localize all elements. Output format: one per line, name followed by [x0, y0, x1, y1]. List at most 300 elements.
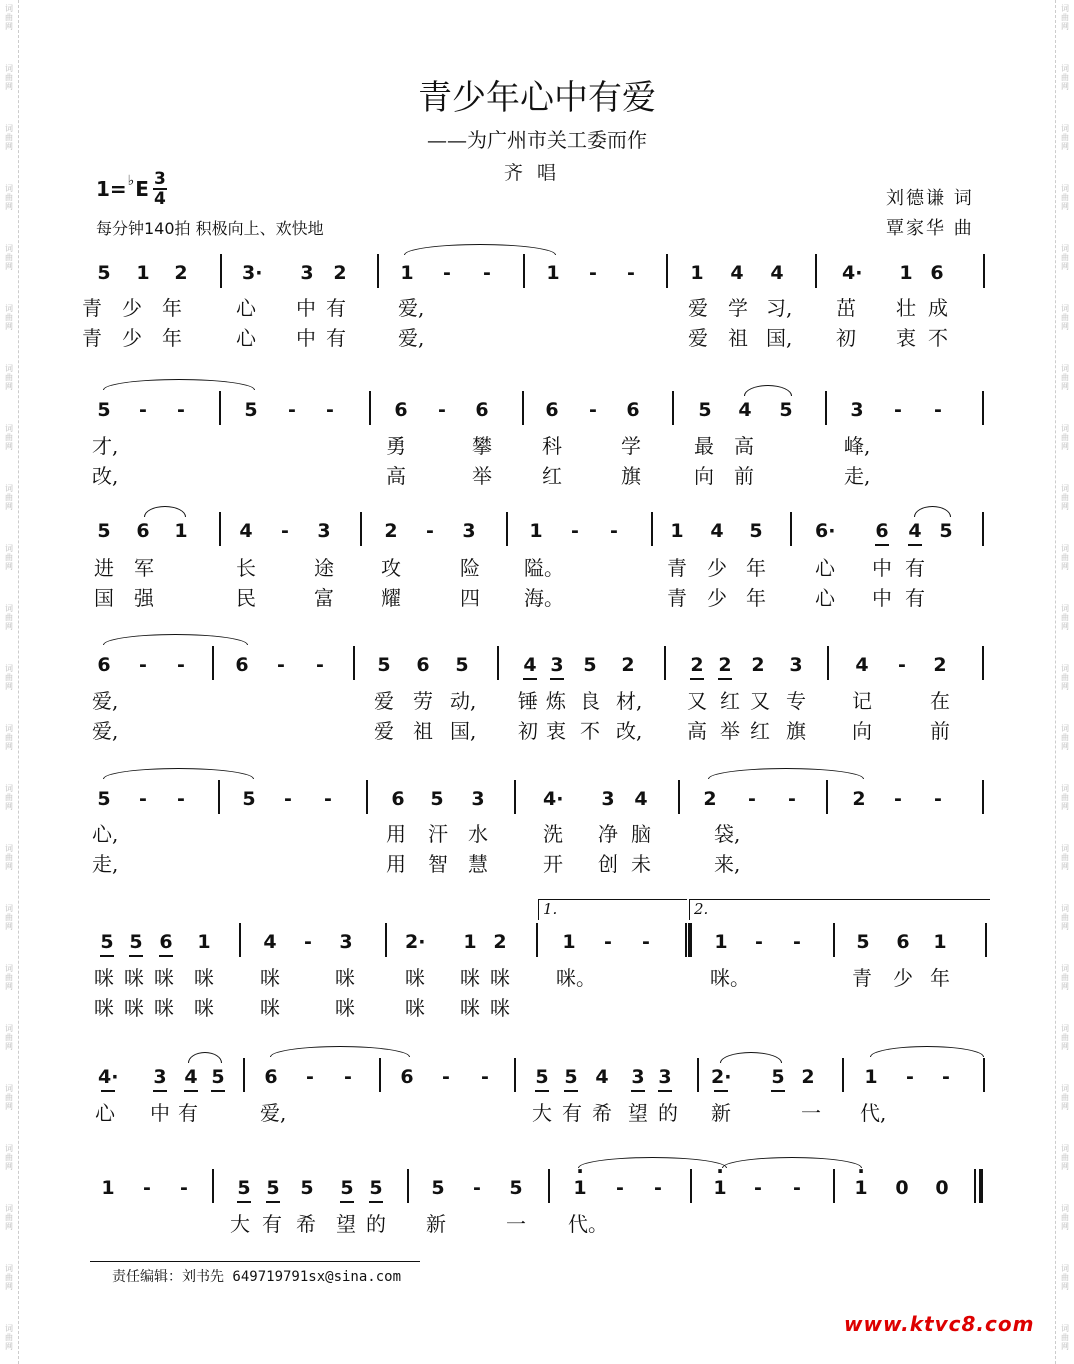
lyric-verse-2: 走,: [92, 852, 119, 876]
note: 3: [300, 262, 314, 284]
bar-line: [239, 923, 241, 957]
note: 5: [583, 654, 597, 676]
watermark-text: 词 曲 网: [1061, 4, 1069, 31]
bar-line: [982, 512, 984, 546]
note: -: [906, 1066, 914, 1088]
slur: [188, 1052, 222, 1063]
lyric-verse-2: 爱,: [92, 719, 119, 743]
lyric-verse-1: 在: [930, 689, 950, 713]
lyric-verse-1: 希: [592, 1101, 612, 1125]
note: -: [177, 654, 185, 676]
lyric-verse-1: 隘。: [524, 556, 564, 580]
note: 4: [239, 520, 253, 542]
lyric-verse-2: 祖: [728, 326, 748, 350]
volta-second-ending: 2.: [689, 899, 990, 920]
note: 3: [339, 931, 353, 953]
bar-line: [366, 780, 368, 814]
watermark-text: 词 曲 网: [5, 964, 13, 991]
lyric-verse-1: 脑: [631, 822, 651, 846]
site-logo[interactable]: www.ktvc8.com: [844, 1312, 1035, 1336]
watermark-text: 词 曲 网: [1061, 1084, 1069, 1111]
bar-line: [678, 780, 680, 814]
note: -: [180, 1177, 188, 1199]
note: -: [654, 1177, 662, 1199]
note: 1: [933, 931, 947, 953]
slur: [578, 1157, 727, 1168]
note: 6: [400, 1066, 414, 1088]
note: 1: [400, 262, 414, 284]
bar-line: [833, 1169, 835, 1203]
lyric-verse-1: 净: [598, 822, 618, 846]
lyric-verse-2: 中: [296, 326, 316, 350]
bar-line: [833, 923, 835, 957]
note: -: [139, 654, 147, 676]
note: -: [177, 399, 185, 421]
lyric-verse-1: 咪: [94, 966, 114, 990]
bar-line: [219, 391, 221, 425]
note: 5: [97, 262, 111, 284]
note: 5: [856, 931, 870, 953]
lyric-verse-1: 咪: [405, 966, 425, 990]
bar-line: [514, 1058, 516, 1092]
lyric-verse-1: 青: [82, 296, 102, 320]
lyric-verse-2: 咪: [405, 996, 425, 1020]
bar-line: [536, 923, 538, 957]
note: 6: [545, 399, 559, 421]
lyric-verse-1: 壮: [896, 296, 916, 320]
note: -: [616, 1177, 624, 1199]
note: 4·: [842, 262, 863, 284]
lyric-verse-1: 新: [711, 1101, 731, 1125]
slur: [914, 506, 951, 517]
lyric-verse-1: 爱: [374, 689, 394, 713]
note: 4·: [98, 1066, 119, 1088]
bar-line: [985, 923, 987, 957]
lyric-verse-2: 咪: [335, 996, 355, 1020]
bar-line: [685, 923, 687, 957]
lyric-verse-2: 爱,: [398, 326, 425, 350]
lyric-verse-1: 年: [746, 556, 766, 580]
note: 5: [779, 399, 793, 421]
note: 3: [471, 788, 485, 810]
note: -: [306, 1066, 314, 1088]
bar-line: [672, 391, 674, 425]
note: 1: [197, 931, 211, 953]
bar-line: [407, 1169, 409, 1203]
note: -: [442, 1066, 450, 1088]
lyric-verse-2: 走,: [844, 464, 871, 488]
lyric-verse-1: 咪: [460, 966, 480, 990]
lyric-verse-1: 新: [426, 1212, 446, 1236]
note: 2: [384, 520, 398, 542]
lyric-verse-2: 向: [852, 719, 872, 743]
note: 3·: [242, 262, 263, 284]
lyric-verse-2: 海。: [524, 586, 564, 610]
note: -: [438, 399, 446, 421]
bar-line: [360, 512, 362, 546]
note: 4: [181, 1066, 201, 1088]
note: 5: [698, 399, 712, 421]
note: 5: [366, 1177, 386, 1199]
lyric-verse-1: 望: [628, 1101, 648, 1125]
note: -: [316, 654, 324, 676]
note: 4: [770, 262, 784, 284]
music-row-1: [0, 262, 1074, 292]
bar-line: [815, 254, 817, 288]
lyric-verse-2: 少: [122, 326, 142, 350]
lyric-verse-1: 希: [296, 1212, 316, 1236]
lyric-verse-1: 途: [314, 556, 334, 580]
note: 2: [715, 654, 735, 676]
watermark-text: 词 曲 网: [1061, 904, 1069, 931]
note: 1: [101, 1177, 115, 1199]
lyric-verse-2: 祖: [413, 719, 433, 743]
note: 4: [855, 654, 869, 676]
lyric-verse-1: 攻: [381, 556, 401, 580]
watermark-text: 词 曲 网: [1061, 784, 1069, 811]
performance-mode: 齐唱: [503, 162, 570, 184]
lyric-verse-2: 红: [542, 464, 562, 488]
lyric-verse-2: 民: [236, 586, 256, 610]
bar-line: [690, 1169, 692, 1203]
composer-credit: 覃家华 曲: [886, 218, 974, 239]
slur: [103, 768, 254, 779]
repeat-end-bar: [688, 923, 692, 957]
bar-line: [826, 780, 828, 814]
note: -: [326, 399, 334, 421]
lyric-verse-1: 峰,: [844, 434, 871, 458]
lyric-verse-1: 一: [506, 1212, 526, 1236]
lyric-verse-1: 年: [930, 966, 950, 990]
lyric-verse-2: 青: [82, 326, 102, 350]
note: 5: [532, 1066, 552, 1088]
lyric-verse-2: 改,: [92, 464, 119, 488]
note: 0: [935, 1177, 949, 1199]
note: 1: [670, 520, 684, 542]
watermark-text: 词 曲 网: [1061, 964, 1069, 991]
flat-sign: ♭: [127, 173, 135, 189]
lyric-verse-1: 爱,: [398, 296, 425, 320]
note: -: [571, 520, 579, 542]
lyric-verse-1: 军: [134, 556, 154, 580]
watermark-text: 词 曲 网: [5, 1024, 13, 1051]
watermark-text: 词 曲 网: [1061, 124, 1069, 151]
final-bar-thin: [974, 1169, 976, 1203]
note: 3: [628, 1066, 648, 1088]
lyric-verse-2: 咪: [260, 996, 280, 1020]
note: 4: [905, 520, 925, 542]
lyric-verse-1: 咪: [335, 966, 355, 990]
time-bottom: 4: [153, 189, 166, 209]
slur: [722, 1157, 862, 1168]
watermark-text: 词 曲 网: [5, 664, 13, 691]
lyric-verse-2: 咪: [94, 996, 114, 1020]
note: -: [793, 1177, 801, 1199]
lyric-verse-1: 茁: [836, 296, 856, 320]
note: 6: [136, 520, 150, 542]
slur: [103, 634, 248, 645]
bar-line: [212, 646, 214, 680]
note: -: [284, 788, 292, 810]
note: 5: [244, 399, 258, 421]
watermark-text: 词 曲 网: [1061, 1024, 1069, 1051]
lyric-verse-2: 耀: [381, 586, 401, 610]
music-row-8: [0, 1177, 1074, 1207]
lyric-verse-1: 汗: [428, 822, 448, 846]
slur: [404, 244, 556, 255]
lyric-verse-1: 大: [230, 1212, 250, 1236]
lyric-verse-2: 慧: [468, 852, 488, 876]
note: 4: [595, 1066, 609, 1088]
lyric-verse-1: 心: [95, 1101, 115, 1125]
note: 5: [208, 1066, 228, 1088]
note: 6: [156, 931, 176, 953]
lyric-verse-2: 前: [930, 719, 950, 743]
lyric-verse-1: 心,: [92, 822, 119, 846]
bar-line: [983, 1058, 985, 1092]
lyric-verse-1: 有: [326, 296, 346, 320]
watermark-text: 词 曲 网: [1061, 184, 1069, 211]
bar-line: [982, 646, 984, 680]
note: -: [788, 788, 796, 810]
note: 2: [621, 654, 635, 676]
note: -: [288, 399, 296, 421]
watermark-text: 词 曲 网: [5, 1324, 13, 1351]
lyric-verse-1: 咪: [194, 966, 214, 990]
note: 5: [455, 654, 469, 676]
lyric-verse-1: 勇: [386, 434, 406, 458]
lyric-verse-1: 中: [872, 556, 892, 580]
lyric-verse-2: 来,: [714, 852, 741, 876]
bar-line: [353, 646, 355, 680]
note: -: [898, 654, 906, 676]
slur: [270, 1046, 410, 1057]
lyric-verse-1: 的: [366, 1212, 386, 1236]
lyric-verse-1: 水: [468, 822, 488, 846]
watermark-text: 词 曲 网: [1061, 724, 1069, 751]
note: 5: [97, 399, 111, 421]
lyric-verse-2: 未: [631, 852, 651, 876]
music-row-3: [0, 520, 1074, 550]
lyric-verse-1: 少: [122, 296, 142, 320]
note: 2: [801, 1066, 815, 1088]
bar-line: [497, 646, 499, 680]
lyric-verse-2: 前: [734, 464, 754, 488]
note: 5: [242, 788, 256, 810]
watermark-text: 词 曲 网: [1061, 1324, 1069, 1351]
note: 6: [394, 399, 408, 421]
note: -: [754, 1177, 762, 1199]
lyric-verse-2: 咪: [154, 996, 174, 1020]
bar-line: [243, 1058, 245, 1092]
lyric-verse-2: 爱: [688, 326, 708, 350]
song-subtitle: ——为广州市关工委而作: [427, 128, 647, 152]
music-row-5: [0, 788, 1074, 818]
bar-line: [664, 646, 666, 680]
music-row-4: [0, 654, 1074, 684]
note: -: [304, 931, 312, 953]
watermark-text: 词 曲 网: [5, 184, 13, 211]
note: 6: [416, 654, 430, 676]
lyric-verse-1: 咪: [124, 966, 144, 990]
note: 6: [626, 399, 640, 421]
lyric-verse-2: 心: [815, 586, 835, 610]
note: 2: [703, 788, 717, 810]
slur: [720, 1052, 782, 1063]
key-note: E: [135, 177, 149, 201]
lyric-verse-2: 青: [667, 586, 687, 610]
lyric-verse-1: 习,: [766, 296, 793, 320]
note: 6: [97, 654, 111, 676]
lyric-verse-2: 咪: [490, 996, 510, 1020]
note: 2: [174, 262, 188, 284]
note: 3: [850, 399, 864, 421]
watermark-text: 词 曲 网: [5, 124, 13, 151]
watermark-text: 词 曲 网: [5, 4, 13, 31]
bar-line: [842, 1058, 844, 1092]
bar-line: [514, 780, 516, 814]
bar-line: [982, 780, 984, 814]
note: -: [793, 931, 801, 953]
lyric-verse-2: 不: [580, 719, 600, 743]
note: 2: [493, 931, 507, 953]
slur: [870, 1046, 984, 1057]
bar-line: [379, 1058, 381, 1092]
lyric-verse-2: 少: [707, 586, 727, 610]
lyric-verse-1: 学: [621, 434, 641, 458]
watermark-text: 词 曲 网: [5, 364, 13, 391]
lyric-verse-1: 有: [905, 556, 925, 580]
note: 1: [899, 262, 913, 284]
slur: [103, 379, 255, 390]
note: 3: [601, 788, 615, 810]
note: -: [426, 520, 434, 542]
note: 1: [174, 520, 188, 542]
watermark-text: 词 曲 网: [1061, 1144, 1069, 1171]
lyric-verse-1: 红: [720, 689, 740, 713]
lyric-verse-2: 衷: [546, 719, 566, 743]
note: -: [139, 399, 147, 421]
lyric-verse-1: 咪: [490, 966, 510, 990]
note: 6·: [815, 520, 836, 542]
watermark-text: 词 曲 网: [1061, 244, 1069, 271]
note: -: [481, 1066, 489, 1088]
lyric-verse-2: 咪: [460, 996, 480, 1020]
lyric-verse-1: 攀: [472, 434, 492, 458]
lyric-verse-1: 材,: [616, 689, 643, 713]
lyric-verse-1: 咪。: [556, 966, 596, 990]
lyric-verse-2: 高: [687, 719, 707, 743]
note: -: [610, 520, 618, 542]
lyric-verse-2: 强: [134, 586, 154, 610]
note: 1: [714, 931, 728, 953]
bar-line: [651, 512, 653, 546]
note: -: [894, 788, 902, 810]
lyric-verse-2: 年: [162, 326, 182, 350]
lyric-verse-1: 少: [707, 556, 727, 580]
lyric-verse-2: 国,: [450, 719, 477, 743]
watermark-text: 词 曲 网: [1061, 1264, 1069, 1291]
lyric-verse-1: 咪。: [710, 966, 750, 990]
lyric-verse-1: 记: [852, 689, 872, 713]
note: 3: [462, 520, 476, 542]
bar-line: [827, 646, 829, 680]
lyric-verse-2: 衷: [896, 326, 916, 350]
note: 1: [562, 931, 576, 953]
lyric-verse-1: 青: [852, 966, 872, 990]
note: 5: [509, 1177, 523, 1199]
note: 5: [431, 1177, 445, 1199]
lyric-verse-2: 心: [236, 326, 256, 350]
lyric-verse-1: 又: [687, 689, 707, 713]
lyric-verse-1: 长: [236, 556, 256, 580]
watermark-text: 词 曲 网: [1061, 1204, 1069, 1231]
note: 5: [126, 931, 146, 953]
note: -: [281, 520, 289, 542]
watermark-text: 词 曲 网: [1061, 604, 1069, 631]
lyric-verse-2: 改,: [616, 719, 643, 743]
lyric-verse-1: 一: [801, 1101, 821, 1125]
note: -: [755, 931, 763, 953]
lyric-verse-1: 用: [386, 822, 406, 846]
note: 3: [547, 654, 567, 676]
lyric-verse-2: 国,: [766, 326, 793, 350]
lyric-verse-1: 中: [296, 296, 316, 320]
bar-line: [697, 1058, 699, 1092]
lyric-verse-2: 有: [326, 326, 346, 350]
lyric-verse-1: 有: [562, 1101, 582, 1125]
lyric-verse-2: 初: [518, 719, 538, 743]
note: -: [942, 1066, 950, 1088]
note: -: [748, 788, 756, 810]
note: 4·: [543, 788, 564, 810]
time-signature: [153, 170, 167, 208]
note: · 1: [570, 1177, 590, 1199]
lyric-verse-1: 有: [178, 1101, 198, 1125]
tempo-marking: 每分钟140拍 积极向上、欢快地: [96, 219, 324, 238]
note: -: [344, 1066, 352, 1088]
lyric-verse-2: 高: [386, 464, 406, 488]
lyric-verse-2: 四: [460, 586, 480, 610]
note: -: [443, 262, 451, 284]
lyric-verse-1: 年: [162, 296, 182, 320]
slur: [744, 385, 792, 396]
lyric-verse-1: 中: [150, 1101, 170, 1125]
lyric-verse-2: 红: [750, 719, 770, 743]
key-prefix: 1=: [96, 177, 127, 201]
slur: [708, 768, 864, 779]
note: 5: [234, 1177, 254, 1199]
lyric-verse-1: 才,: [92, 434, 119, 458]
watermark-text: 词 曲 网: [5, 904, 13, 931]
lyric-verse-2: 举: [720, 719, 740, 743]
note: -: [483, 262, 491, 284]
lyric-verse-2: 用: [386, 852, 406, 876]
lyric-verse-2: 举: [472, 464, 492, 488]
watermark-text: 词 曲 网: [5, 1144, 13, 1171]
lyric-verse-1: 咪: [154, 966, 174, 990]
note: 5: [377, 654, 391, 676]
watermark-text: 词 曲 网: [5, 244, 13, 271]
note: 1: [864, 1066, 878, 1088]
lyric-verse-1: 科: [542, 434, 562, 458]
bar-line: [548, 1169, 550, 1203]
watermark-text: 词 曲 网: [5, 64, 13, 91]
lyric-verse-1: 有: [262, 1212, 282, 1236]
note: 5: [337, 1177, 357, 1199]
note: 6: [235, 654, 249, 676]
watermark-text: 词 曲 网: [1061, 484, 1069, 511]
